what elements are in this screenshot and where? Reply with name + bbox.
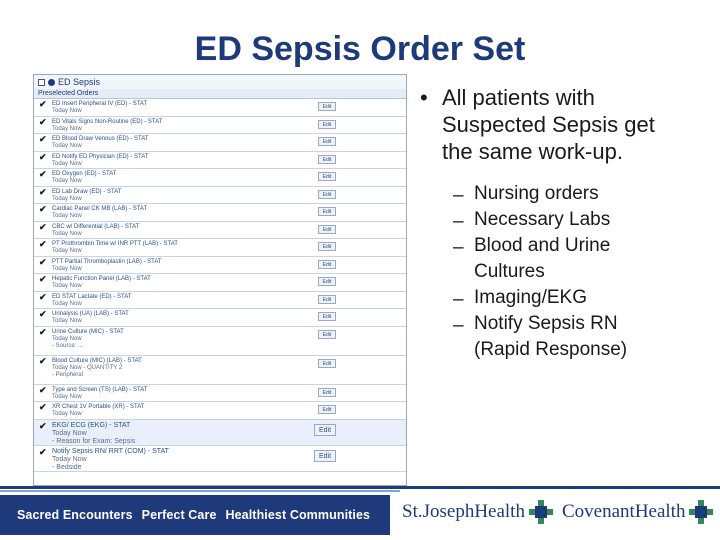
sub-bullet-text: Notify Sepsis RN (474, 313, 618, 334)
checkmark-icon[interactable]: ✔ (39, 116, 47, 127)
order-row[interactable] (34, 204, 406, 222)
order-row[interactable] (34, 187, 406, 205)
sub-bullet (453, 181, 710, 207)
main-bullet (420, 84, 710, 165)
order-detail: Today Now (52, 108, 82, 114)
checkmark-icon[interactable]: ✔ (39, 291, 47, 302)
order-row[interactable] (34, 327, 406, 356)
checkmark-icon[interactable]: ✔ (39, 169, 47, 179)
edit-button[interactable]: Edit (314, 424, 336, 436)
sub-bullet (453, 233, 710, 285)
order-row[interactable] (34, 99, 406, 117)
order-detail: Today Now (52, 318, 82, 324)
checkmark-icon[interactable]: ✔ (39, 256, 47, 267)
bullet-icon: • (420, 85, 428, 110)
edit-button[interactable]: Edit (318, 295, 336, 304)
order-name: Notify Sepsis RN/ RRT (COM) - STAT (52, 447, 169, 455)
order-name: PT Prothrombin Time w/ INR PTT (LAB) - STAT (52, 241, 178, 247)
edit-button[interactable]: Edit (318, 155, 336, 164)
order-name: ED STAT Lactate (ED) - STAT (52, 293, 132, 300)
edit-button[interactable]: Edit (318, 120, 336, 129)
order-detail: Today Now (52, 195, 82, 202)
checkbox-icon[interactable] (38, 79, 45, 86)
checkmark-icon[interactable]: ✔ (39, 326, 47, 337)
sub-bullet-text: Imaging/EKG (474, 287, 587, 308)
order-detail: - Bedside (52, 463, 82, 471)
tagline-item: Healthiest Communities (225, 508, 371, 522)
order-detail: Today Now (52, 213, 82, 219)
edit-button[interactable]: Edit (318, 388, 336, 397)
edit-button[interactable]: Edit (318, 242, 336, 251)
order-name: CBC w/ Differential (LAB) - STAT (52, 223, 140, 230)
order-detail: Today Now (52, 393, 82, 400)
order-detail: Today Now (52, 455, 87, 463)
edit-button[interactable]: Edit (318, 225, 336, 234)
covenant-health-logo (562, 500, 713, 524)
edit-button[interactable]: Edit (318, 207, 336, 216)
order-name: Urinalysis (UA) (LAB) - STAT (52, 311, 129, 317)
order-row[interactable] (34, 385, 406, 403)
order-detail: Today Now (52, 178, 82, 184)
order-name: Hepatic Function Panel (LAB) - STAT (52, 276, 151, 282)
order-detail: Today Now (52, 160, 82, 167)
preselected-orders-label: Preselected Orders (34, 89, 406, 99)
order-detail: Today Now - QUANTITY 2 (52, 364, 123, 371)
checkmark-icon[interactable]: ✔ (39, 151, 47, 162)
order-row[interactable] (34, 117, 406, 135)
cross-icon (529, 500, 553, 524)
order-detail: Today Now (52, 248, 82, 254)
checkmark-icon[interactable]: ✔ (39, 99, 47, 109)
footer-divider (0, 486, 720, 489)
order-list (34, 99, 406, 472)
edit-button[interactable]: Edit (318, 359, 336, 368)
sub-bullet (453, 285, 710, 311)
order-row[interactable] (34, 292, 406, 310)
edit-button[interactable]: Edit (318, 137, 336, 146)
order-name: Urine Culture (MIC) - STAT (52, 328, 124, 335)
edit-button[interactable]: Edit (318, 260, 336, 269)
order-detail: Today Now (52, 335, 82, 342)
order-name: Type and Screen (TS) (LAB) - STAT (52, 386, 148, 393)
edit-button[interactable]: Edit (318, 172, 336, 181)
dash-icon: – (453, 315, 464, 336)
main-bullet-line: Suspected Sepsis get (442, 112, 655, 137)
order-set-name: ED Sepsis (58, 77, 101, 87)
order-detail: Today Now (52, 283, 82, 289)
bullet-list (420, 84, 710, 363)
order-row[interactable] (34, 309, 406, 327)
order-name: XR Chest 1V Portable (XR) - STAT (52, 404, 145, 410)
order-detail: Today Now (52, 411, 82, 417)
order-name: ED Blood Draw Venous (ED) - STAT (52, 136, 149, 142)
checkmark-icon[interactable]: ✔ (39, 239, 47, 249)
order-name: PTT Partial Thromboplastin (LAB) - STAT (52, 258, 162, 265)
checkmark-icon[interactable]: ✔ (39, 355, 47, 366)
sub-bullet-text: Blood and Urine (474, 235, 611, 256)
slide-title: ED Sepsis Order Set (194, 30, 526, 68)
order-detail: Today Now (52, 230, 82, 237)
checkmark-icon[interactable]: ✔ (39, 204, 47, 214)
expand-icon (48, 79, 55, 86)
main-bullet-line: the same work-up. (442, 139, 623, 164)
edit-button[interactable]: Edit (318, 190, 336, 199)
checkmark-icon[interactable]: ✔ (39, 274, 47, 284)
order-detail: Today Now (52, 265, 82, 272)
edit-button[interactable]: Edit (318, 330, 336, 339)
order-name: Cardiac Panel CK MB (LAB) - STAT (52, 206, 148, 212)
dash-icon: – (453, 211, 464, 232)
order-row[interactable] (34, 420, 406, 446)
order-name: ED Lab Draw (ED) - STAT (52, 188, 122, 195)
order-set-panel (33, 74, 407, 486)
order-name: ED Insert Peripheral IV (ED) - STAT (52, 101, 148, 107)
checkmark-icon[interactable]: ✔ (39, 309, 47, 319)
checkmark-icon[interactable]: ✔ (39, 384, 47, 395)
edit-button[interactable]: Edit (318, 312, 336, 321)
order-detail: Today Now (52, 143, 82, 149)
order-name: EKG/ ECG (EKG) - STAT (52, 421, 131, 429)
order-set-header[interactable] (34, 75, 406, 89)
order-detail: - Reason for Exam: Sepsis (52, 437, 136, 445)
footer-tagline (0, 495, 390, 535)
order-name: Blood Culture (MIC) (LAB) - STAT (52, 357, 142, 364)
order-row[interactable] (34, 239, 406, 257)
main-bullet-line: All patients with (442, 85, 595, 110)
sub-bullet-text: Cultures (474, 261, 545, 282)
checkmark-icon[interactable]: ✔ (39, 221, 47, 232)
edit-button[interactable]: Edit (318, 102, 336, 111)
sub-bullet (453, 311, 710, 363)
edit-button[interactable]: Edit (318, 277, 336, 286)
st-joseph-health-logo (402, 500, 553, 524)
order-detail: Today Now (52, 300, 82, 307)
logo-text: CovenantHealth (562, 501, 686, 522)
sub-bullet-text: Necessary Labs (474, 209, 611, 230)
checkmark-icon[interactable]: ✔ (39, 402, 47, 412)
tagline-item: Perfect Care (141, 508, 217, 522)
order-detail: - Source: ... (52, 342, 84, 349)
order-row[interactable] (34, 222, 406, 240)
edit-button[interactable]: Edit (314, 450, 336, 462)
tagline-item: Sacred Encounters (17, 508, 133, 522)
checkmark-icon[interactable]: ✔ (39, 420, 47, 431)
checkmark-icon[interactable]: ✔ (39, 134, 47, 144)
dash-icon: – (453, 289, 464, 310)
edit-button[interactable]: Edit (318, 405, 336, 414)
order-row[interactable] (34, 402, 406, 420)
sub-bullet (453, 207, 710, 233)
dash-icon: – (453, 185, 464, 206)
sub-bullet-text: (Rapid Response) (474, 339, 628, 360)
order-row[interactable] (34, 169, 406, 187)
order-name: ED Vitals Signs Non-Routine (ED) - STAT (52, 118, 163, 125)
order-name: ED Notify ED Physician (ED) - STAT (52, 153, 149, 160)
order-detail: - Peripheral (52, 371, 84, 378)
order-row[interactable] (34, 134, 406, 152)
order-row[interactable] (34, 446, 406, 472)
order-name: ED Oxygen (ED) - STAT (52, 171, 117, 177)
order-row[interactable] (34, 274, 406, 292)
checkmark-icon[interactable]: ✔ (39, 186, 47, 197)
order-row[interactable] (34, 152, 406, 170)
footer-divider-accent (0, 490, 400, 492)
checkmark-icon[interactable]: ✔ (39, 446, 47, 457)
order-detail: Today Now (52, 429, 87, 437)
sub-bullet-text: Nursing orders (474, 183, 599, 204)
cross-icon (689, 500, 713, 524)
order-row[interactable] (34, 257, 406, 275)
order-detail: Today Now (52, 125, 82, 132)
sub-bullet-list (420, 181, 710, 363)
dash-icon: – (453, 237, 464, 258)
logo-text: St.JosephHealth (402, 501, 525, 522)
order-row[interactable] (34, 356, 406, 385)
